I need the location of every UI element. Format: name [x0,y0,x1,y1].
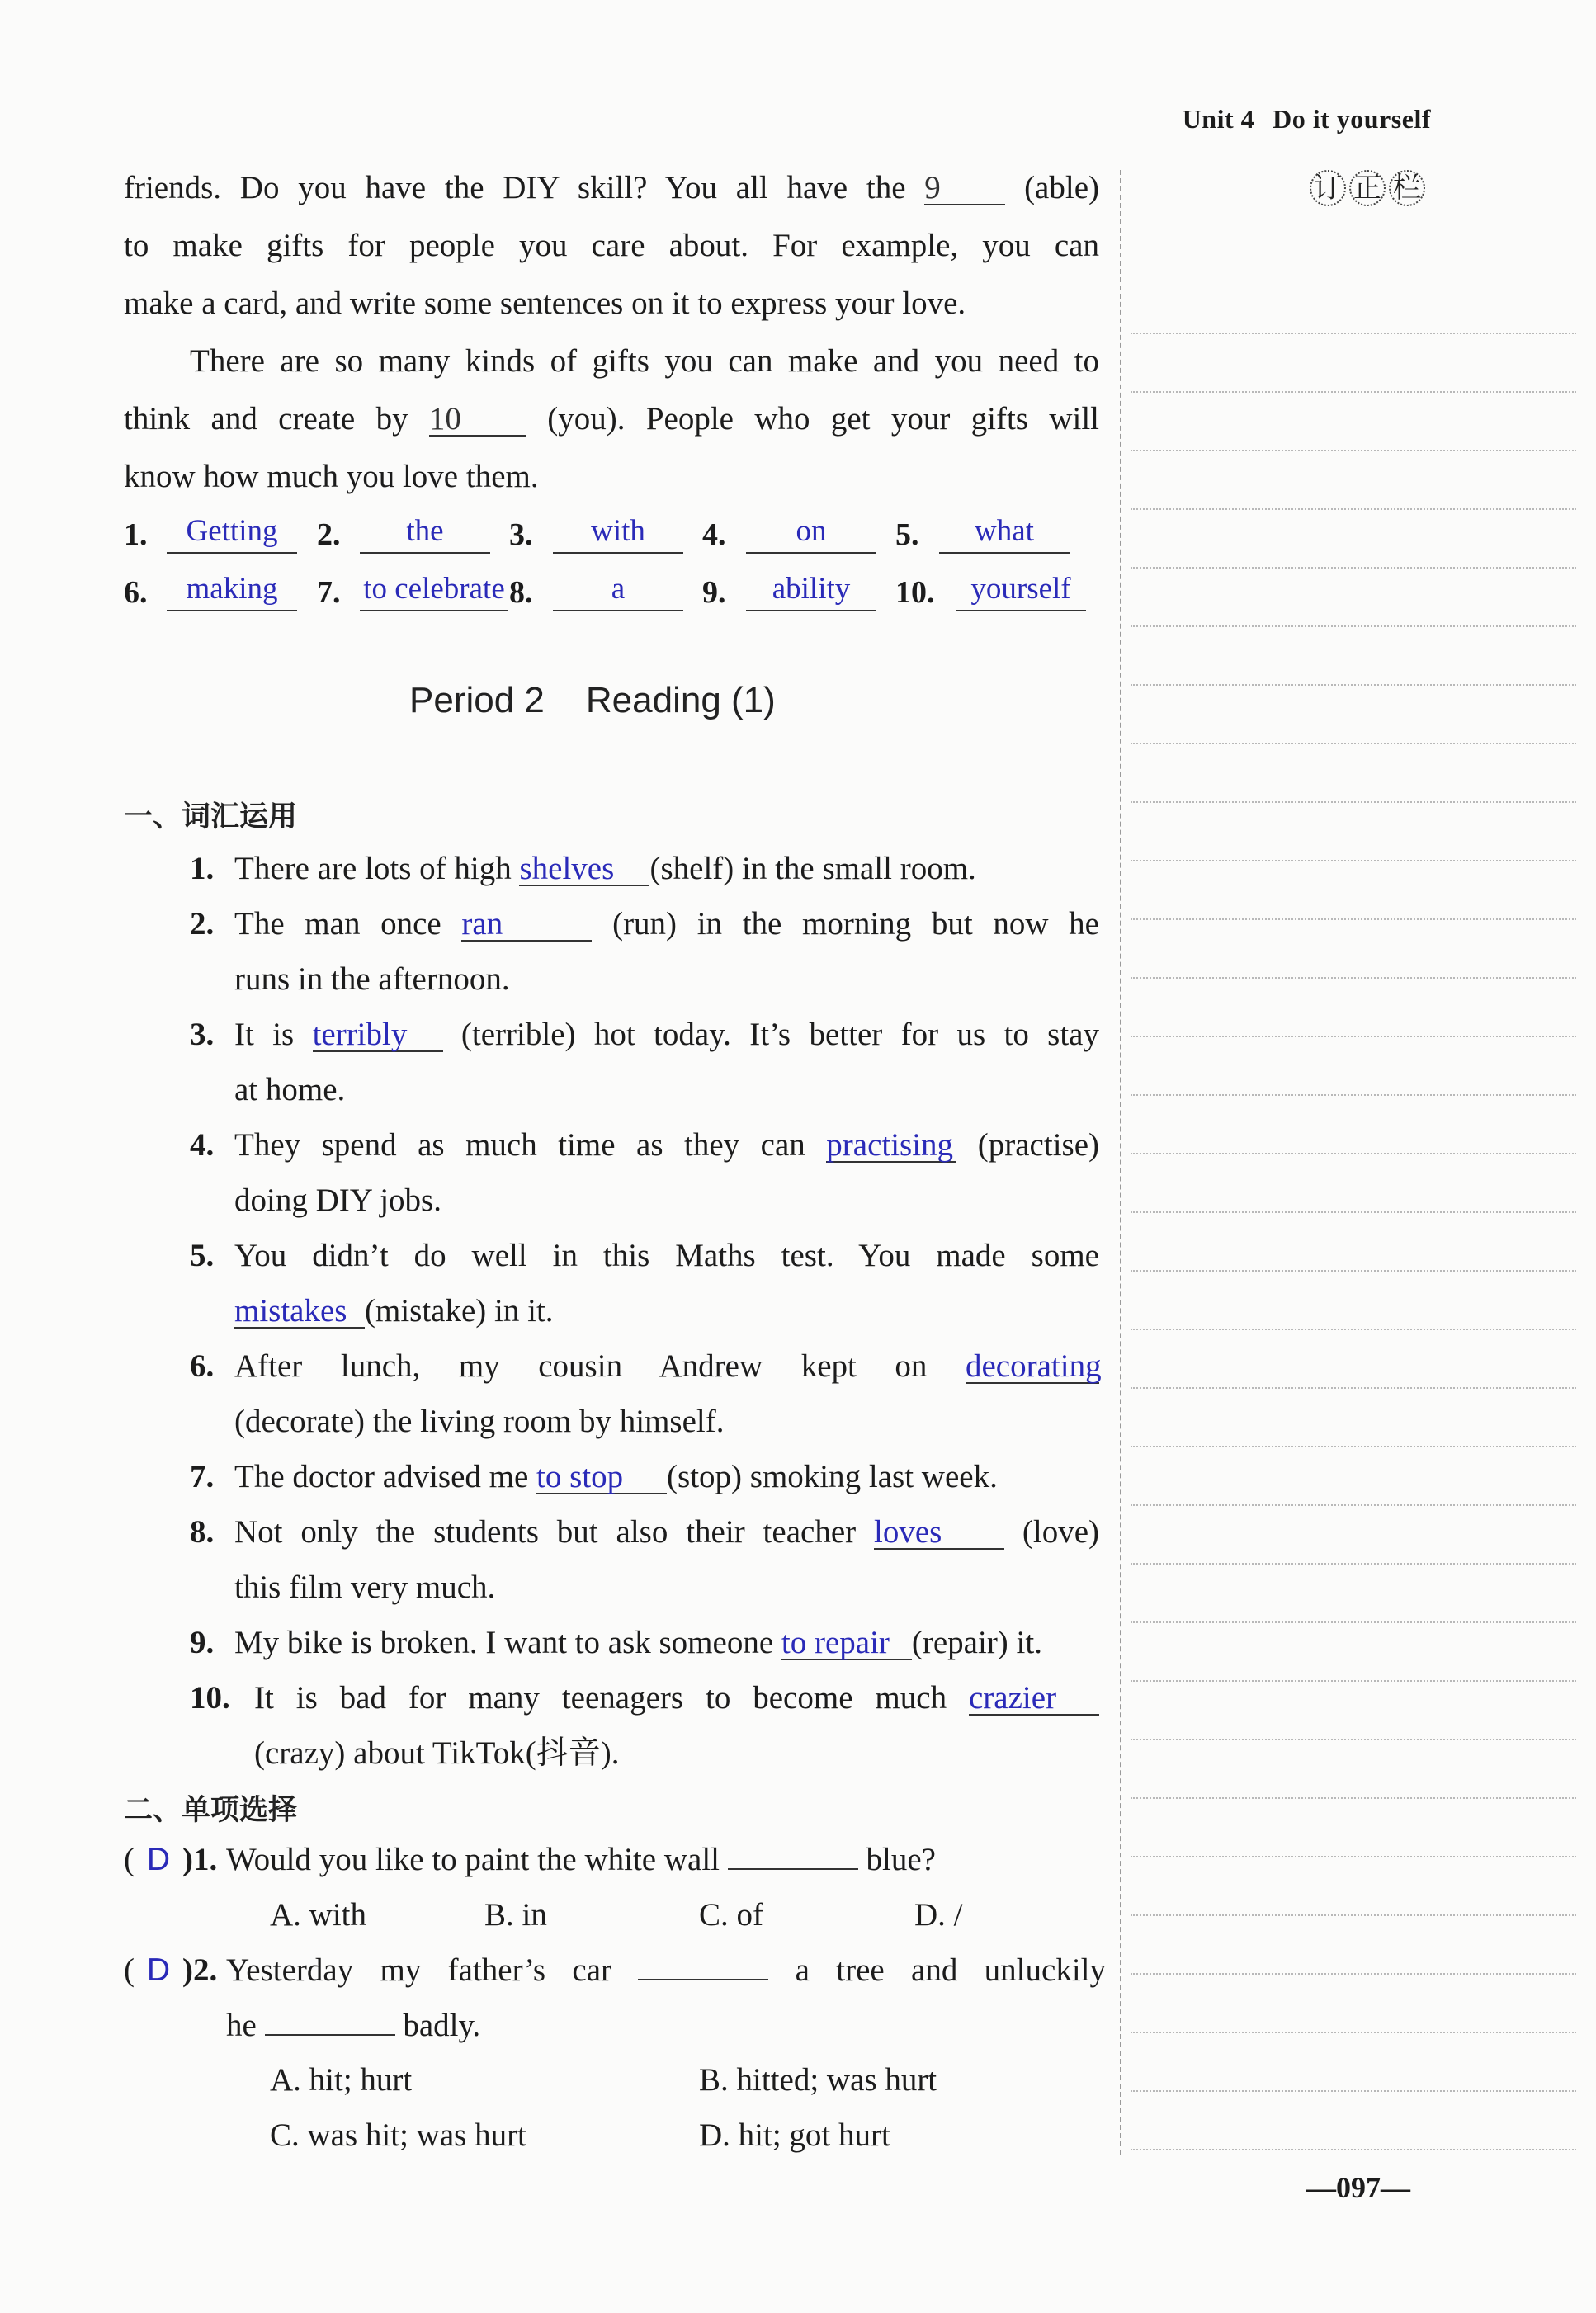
answer-text: what [939,513,1070,554]
mc-question-2: ( D )2. Yesterday my father’s car a tree and unluckily he badly. [124,1942,1106,2053]
answer-mistakes: mistakes [234,1295,365,1329]
page-header [1183,104,1431,135]
correction-char-1: 订 [1310,170,1346,206]
vocab-question-7: 7. The doctor advised me to stop (stop) smoking last week. [190,1459,998,1494]
mc-option: D. hit; got hurt [699,2117,890,2153]
unit-title: Do it yourself [1273,104,1431,134]
vocab-question-4: 4. They spend as much time as they can practising (practise) doing DIY jobs. [190,1127,1100,1218]
answer-text: the [360,513,490,554]
vocab-question-10: 10. It is bad for many teenagers to become much crazier (crazy) about TikTok(抖音). [190,1670,1099,1781]
passage-line: to make gifts for people you care about. For example, you can [124,228,1099,263]
answer-terribly: terribly [313,1018,443,1052]
page-number: —097— [1306,2171,1410,2204]
mc-option: C. of [699,1897,763,1933]
answer-text: ability [746,571,876,611]
answer-crazier: crazier [969,1682,1099,1716]
answer-text: yourself [956,571,1086,611]
unit-label: Unit 4 [1182,104,1255,134]
correction-column-title [1310,170,1428,206]
answer-number: 9. [702,575,726,610]
correction-column-divider [1120,170,1121,2155]
mc-blank [638,1979,768,1980]
vocab-question-2: 2. The man once ran (run) in the morning but now he runs in the afternoon. [190,906,1099,997]
passage-line: There are so many kinds of gifts you can make and you need to [190,343,1099,379]
answer-shelves: shelves [519,852,649,886]
answer-decorating: decorating [966,1348,1102,1384]
correction-char-2: 正 [1349,170,1386,206]
mc-blank [728,1868,858,1870]
passage-line: friends. Do you have the DIY skill? You all have the 9 (able) [124,170,1099,205]
mc-option: A. with [270,1897,366,1933]
answer-number: 3. [509,517,533,552]
passage-blank-9: 9 [924,172,1005,205]
period-title: Period 2 Reading (1) [409,680,776,720]
mc-option: B. hitted; was hurt [699,2062,937,2098]
section-title-multiple-choice: 二、单项选择 [124,1794,298,1827]
answer-number: 6. [124,575,148,610]
mc-question-1: ( D )1. Would you like to paint the white wall blue? [124,1832,1106,1887]
answer-ran: ran [461,908,592,942]
answer-text: on [746,513,876,554]
answer-number: 1. [124,517,148,552]
vocab-question-1: 1. There are lots of high shelves (shelf) in the small room. [190,851,976,886]
passage-line: know how much you love them. [124,459,539,494]
answer-practising: practising [826,1129,956,1163]
answer-text: with [553,513,683,554]
answer-text: a [553,571,683,611]
vocab-question-3: 3. It is terribly (terrible) hot today. It’s better for us to stay at home. [190,1017,1099,1107]
mc-option: C. was hit; was hurt [270,2117,526,2153]
answer-number: 10. [895,575,935,610]
passage-blank-10: 10 [429,403,526,437]
answer-text: to celebrate [360,571,508,611]
answer-text: Getting [167,513,297,554]
mc-option: A. hit; hurt [270,2062,413,2098]
passage-line: make a card, and write some sentences on it to express your love. [124,286,966,321]
passage-line: think and create by 10 (you). People who get your gifts will [124,401,1099,437]
answer-number: 2. [317,517,341,552]
answer-number: 5. [895,517,919,552]
mc-option: D. / [914,1897,963,1933]
mc-option: B. in [484,1897,547,1933]
vocab-question-8: 8. Not only the students but also their teacher loves (love) this film very much. [190,1514,1099,1605]
answer-number: 8. [509,575,533,610]
vocab-question-5: 5. You didn’t do well in this Maths test. You made some mistakes (mistake) in it. [190,1238,1099,1329]
mc-answer: D [146,1842,171,1877]
answer-number: 4. [702,517,726,552]
vocab-question-9: 9. My bike is broken. I want to ask someone to repair (repair) it. [190,1625,1042,1660]
mc-answer: D [146,1952,171,1988]
answer-to-stop: to stop [536,1461,667,1494]
answer-text: making [167,571,297,611]
section-title-vocabulary: 一、词汇运用 [124,800,298,833]
correction-char-3: 栏 [1389,170,1425,206]
vocab-question-6: 6. After lunch, my cousin Andrew kept on decorating (decorate) the living room by himself. [190,1348,1102,1439]
answer-to-repair: to repair [781,1626,912,1660]
answer-number: 7. [317,575,341,610]
correction-column-lines [1131,276,1576,2157]
mc-blank [265,2034,395,2036]
answer-loves: loves [874,1516,1004,1550]
